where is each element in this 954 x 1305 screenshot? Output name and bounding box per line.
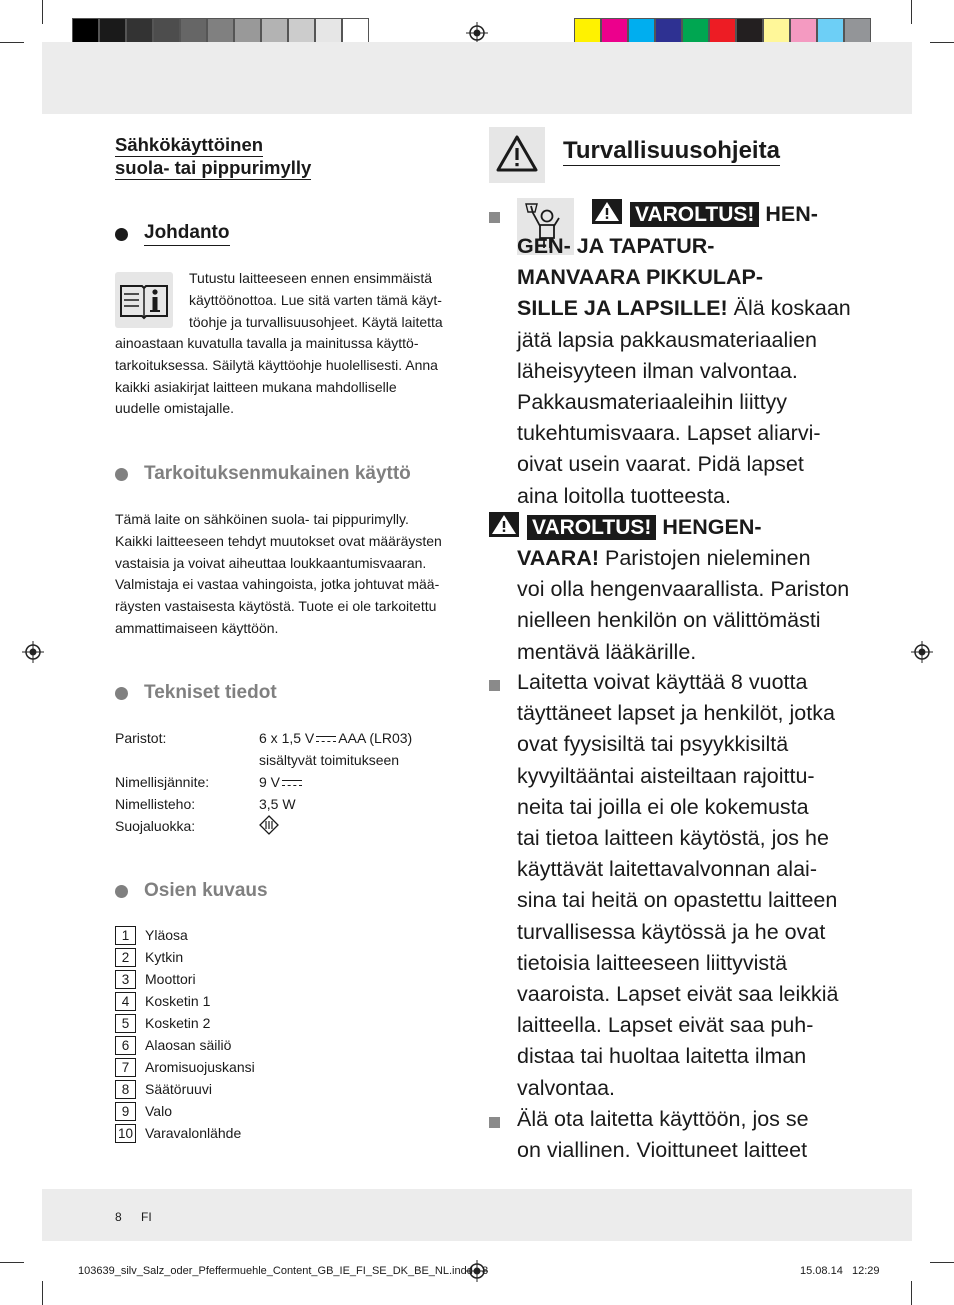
page-number: 8 [115,1210,122,1224]
bullet-square [489,680,500,691]
section-heading-intended-use: Tarkoituksenmukainen käyttö [115,463,411,485]
safety-bullet-usage [517,667,838,1104]
footer-band [42,1189,912,1241]
warning-battery-body: VAARA! Paristojen nieleminen voi olla hengenvaarallista. Pariston nielleen henkilön on välittömästi mentävä lääkärille. [517,546,850,664]
part-item [115,1100,255,1122]
document-title: Sähkökäyttöinen suola- tai pippurimylly [115,134,312,178]
text-line: käyttävät laitettavalvonnan alai- [517,857,817,882]
part-name: Säätöruuvi [145,1081,212,1097]
part-number: 6 [115,1036,136,1055]
part-number: 2 [115,948,136,967]
registration-mark-icon [911,641,933,663]
part-name: Kosketin 1 [145,993,211,1009]
text-line: tietoisia laitteeseen liittyvistä [517,950,788,975]
dc-symbol-icon [282,780,302,787]
bullet-dot [115,228,128,241]
part-name: Yläosa [145,927,188,943]
crop-mark [911,1281,912,1305]
part-name: Alaosan säiliö [145,1037,232,1053]
text-line: ovat fyysisiltä tai psyykkisiltä [517,732,789,757]
part-item [115,946,255,968]
manual-info-icon [115,272,173,328]
warning-battery: VAROLTUS! HENGEN- [489,512,762,543]
dc-symbol-icon [316,736,336,743]
text-line: Laitetta voivat käyttää 8 vuotta [517,670,808,694]
section-heading-parts: Osien kuvaus [115,880,268,902]
warning-children-body: GEN- JA TAPATUR- MANVAARA PIKKULAP- SILLE JA LAPSILLE! Älä koskaan jätä lapsia pakkausmateriaalien läheisyyteen ilman valvontaa. Pakkausmateriaaleihin liittyy tukehtumisvaara. Lapset aliarvi- oivat usein vaarat. Pidä lapset aina loitolla tuotteesta. [517,234,851,508]
text-line: distaa tai huoltaa laitetta ilman [517,1044,807,1069]
part-name: Kosketin 2 [145,1015,211,1031]
crop-mark [930,42,954,43]
text-line: vaaroista. Lapset eivät saa leikkiä [517,982,839,1007]
text-line: neita tai joilla ei ole kokemusta [517,794,809,819]
part-item [115,990,255,1012]
part-item [115,1056,255,1078]
file-slug: 103639_silv_Salz_oder_Pfeffermuehle_Content_GB_IE_FI_SE_DK_BE_NL.indd 8 [78,1265,489,1277]
crop-mark [42,1281,43,1305]
text-line: turvallisessa käytössä ja he ovat [517,919,826,944]
text-line: tai tietoa laitteen käytöstä, jos he [517,826,829,851]
crop-mark [0,1262,24,1263]
parts-list [115,924,255,1144]
text-line: Älä ota laitetta käyttöön, jos se [517,1107,809,1131]
part-name: Varavalonlähde [145,1125,242,1141]
part-name: Kytkin [145,949,184,965]
part-number: 1 [115,926,136,945]
text-line: kyvyiltääntai aisteiltaan rajoittu- [517,763,815,788]
part-name: Aromisuojuskansi [145,1059,255,1075]
text-line: on viallinen. Vioittuneet laitteet [517,1138,808,1163]
intro-paragraph: Tutustu laitteeseen ennen ensimmäistä käyttöönottoa. Lue sitä varten tämä käyt- töohje ja turvallisuusohjeet. Käytä laitetta [189,270,443,330]
warning-children: VAROLTUS! HEN- [592,199,818,230]
bullet-square [489,1117,500,1128]
crop-mark [911,0,912,24]
text-line: laitteella. Lapset eivät saa puh- [517,1013,814,1038]
text-line: valvontaa. [517,1075,616,1100]
section-heading-intro: Johdanto [115,222,230,246]
language-code: FI [141,1210,152,1224]
part-item [115,1034,255,1056]
part-item [115,924,255,946]
varoltus-badge: VAROLTUS! [630,202,759,227]
header-band [42,42,912,114]
part-number: 7 [115,1058,136,1077]
warning-triangle-icon [489,512,519,537]
bullet-dot [115,687,128,700]
warning-triangle-icon [489,127,545,183]
registration-mark-icon [22,641,44,663]
part-item [115,968,255,990]
crop-mark [42,0,43,24]
intro-paragraph-cont: ainoastaan kuvatulla tavalla ja mainitussa käyttö- tarkoituksessa. Säilytä käyttöohje huolellisesti. Anna kaikki asiakirjat laitteen mukana mahdolliselle uudelle omistajalle. [115,335,438,417]
text-line: täyttäneet lapset ja henkilöt, jotka [517,701,835,726]
part-number: 4 [115,992,136,1011]
bullet-dot [115,468,128,481]
safety-title: Turvallisuusohjeita [563,137,780,164]
print-timestamp: 15.08.14 12:29 [800,1265,880,1277]
safety-bullet-damaged [517,1104,809,1166]
part-number: 3 [115,970,136,989]
crop-mark [930,1262,954,1263]
part-name: Valo [145,1103,172,1119]
section-heading-tech-data: Tekniset tiedot [115,682,277,704]
warning-triangle-icon [592,199,622,224]
part-number: 10 [115,1124,136,1143]
part-number: 9 [115,1102,136,1121]
bullet-square [489,212,500,223]
bullet-dot [115,885,128,898]
part-name: Moottori [145,971,196,987]
part-item [115,1012,255,1034]
part-item [115,1078,255,1100]
varoltus-badge: VAROLTUS! [527,515,656,540]
part-number: 5 [115,1014,136,1033]
registration-mark-icon [466,22,488,44]
part-number: 8 [115,1080,136,1099]
intended-use-paragraph: Tämä laite on sähköinen suola- tai pippurimylly. Kaikki laitteeseen tehdyt muutokset ovat määräysten vastaisia ja voivat aiheuttaa loukkaantumisvaaran. Valmistaja ei vastaa vahingoista, jotka johtuvat mää- räysten vastaisesta käytöstä. Tuote ei ole tarkoitettu ammattimaiseen käyttöön. [115,511,442,636]
protection-class-iii-icon [259,815,279,835]
part-item [115,1122,255,1144]
text-line: sina tai heitä on opastettu laitteen [517,888,838,913]
crop-mark [0,42,24,43]
